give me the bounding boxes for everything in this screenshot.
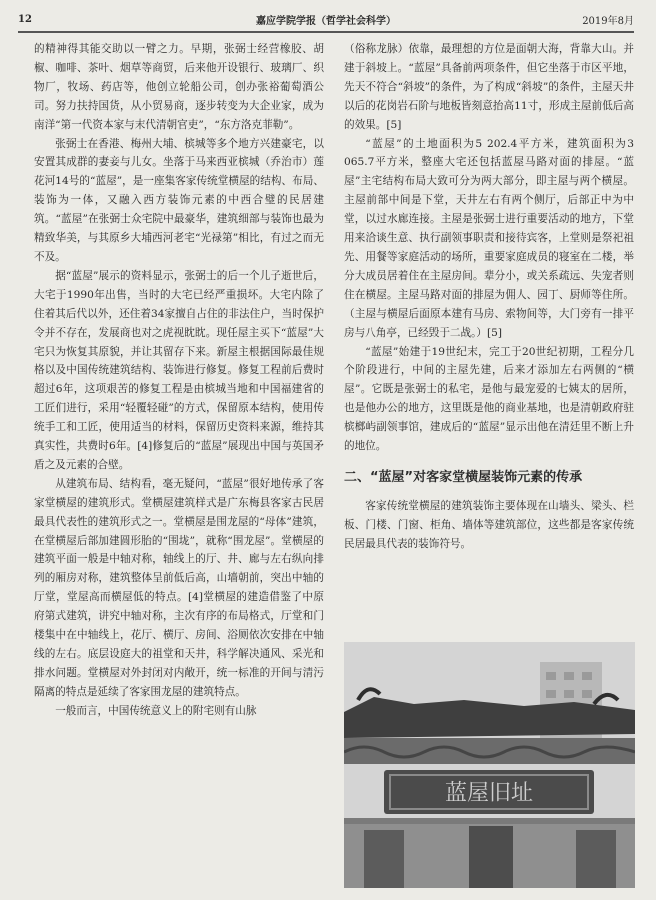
- carved-eaves: [344, 738, 635, 764]
- paragraph: 据“蓝屋”展示的资料显示，张弼士的后一个儿子逝世后，大宅于1990年出售，当时的大宅已经严重损坏。大宅内除了住着其后代以外，还住着34家擅自占住的非法住户，当时保护令并不存在，发展商也对之虎视眈眈。现任屋主买下“蓝屋”大宅只为恢复其原貌，并让其留存下来。新屋主根据国际最佳规格以及中国传统建筑结构、装饰进行修复。修复工程前后费时超过6年，这项艰苦的修复工程是由槟城当地和中国福建省的工匠们进行，采用“轻覆轻碰”的方式，保留原本结构，使用传统手工和工匠，使用适当的材料，保留历史资料来源，维持其真实性，共费时6年。[4]修复后的“蓝屋”展现出中国与英国矛盾之及元素的合壁。: [34, 269, 324, 471]
- page-number: 12: [18, 14, 32, 25]
- paragraph: 客家传统堂横屋的建筑装饰主要体现在山墙头、梁头、栏板、门楼、门窗、柜角、墙体等建筑部位，这些都是客家传统民居最具代表的装饰符号。: [344, 499, 634, 550]
- paragraph: 一般而言，中国传统意义上的附宅则有山脉: [55, 704, 257, 717]
- paragraph: 的精神得其能交助以一臂之力。早期，张弼士经营橡胶、胡椒、咖啡、茶叶、烟草等商贸，后来他开设银行、玻璃厂、织物厂，牧场、药店等，他创立轮船公司，创办张裕葡萄酒公司。努力扶持国货，从小贸易商，逐步转变为大企业家，成为南洋“第一代资本家与末代清朝官吏”，“东方洛克菲勒”。: [34, 43, 324, 131]
- photo-graphic: [344, 642, 635, 888]
- plaque-text: 蓝屋旧址: [444, 781, 534, 806]
- left-column: [34, 40, 324, 721]
- issue-date: 2019年8月: [582, 16, 634, 27]
- section-heading: 二、“蓝屋”对客家堂横屋装饰元素的传承: [344, 469, 583, 485]
- main-door: [469, 826, 513, 888]
- paragraph: （俗称龙脉）依靠，最理想的方位是面朝大海，背靠大山。并建于斜坡上。“蓝屋”具备前两项条件，但它坐落于市区平地，先天不符合“斜坡”的条件，为了构成“斜坡”的条件，主屋天井以后的花岗岩石阶与地板皆刻意抬高11寸，形成主屋前低后高的效果。[5]: [344, 43, 634, 131]
- paragraph: 张弼士在香港、梅州大埔、槟城等多个地方兴建豪宅，以安置其成群的妻妾与儿女。坐落于马来西亚槟城（乔治市）莲花河14号的“蓝屋”，是一座集客家传统堂横屋的结构、布局、装饰为一体，又融入西方装饰元素的中西合璧的民居建筑。“蓝屋”在张弼士众宅院中最豪华，建筑细部与装饰也最为精致华美，与其原乡大埔西河老宅“光禄第”相比，有过之而无不及。: [34, 137, 324, 263]
- running-header: [18, 12, 634, 30]
- paragraph: “蓝屋”的土地面积为5 202.4平方米，建筑面积为3 065.7平方米，整座大宅还包括蓝屋马路对面的排屋。“蓝屋”主宅结构布局大致可分为两大部分，即主屋与两个横屋。主屋前部中间是下堂，天井左右有两个侧厅，后部正中为中堂，以过水廊连接。主屋是张弼士进行重要活动的地方，下堂用来洽谈生意、执行副领事职责和接待宾客，上堂则是祭祀祖先、用餐等家庭活动的场所，重要家庭成员的寝室在二楼，举分大成员居着住在主屋房间。辈分小，或关系疏远、失宠者则住在横屋。主屋马路对面的排屋为佣人、园丁、厨师等住所。（主屋与横屋后面原本建有马房、索物间等，大门旁有一排平房与八角亭，已经毁于二战。）[5]: [344, 137, 634, 339]
- blue-mansion-photo: [344, 642, 635, 888]
- journal-title: 嘉应学院学报（哲学社会科学）: [256, 16, 396, 27]
- paragraph: “蓝屋”始建于19世纪末，完工于20世纪初期，工程分几个阶段进行，中间的主屋先建，后来才添加左右两侧的“横屋”。它既是张弼士的私宅，是他与最宠爱的七姨太的居所，也是他办公的地方，这里既是他的商业基地，也是清朝政府驻槟榔屿副领事馆，建成后的“蓝屋”显示出他在清廷里不断上升的地位。: [344, 345, 634, 453]
- paragraph: 从建筑布局、结构看，毫无疑问，“蓝屋”很好地传承了客家堂横屋的建筑形式。堂横屋建筑样式是广东梅县客家古民居最具代表性的建筑形式之一。堂横屋是围龙屋的“母体”建筑，在堂横屋后部加建圆形胎的“围垅”，就称“围龙屋”。堂横屋的建筑平面一般是中轴对称，轴线上的厅、井、廊与左右纵向排列的厢房对称，建筑整体呈前低后高，山墙朝前，突出中轴的厅堂，堂屋高而横屋低的特点。[4]堂横屋的建造借鉴了中原府第式建筑，讲究中轴对称，主次有序的布局格式，厅堂和门楼集中在中轴线上，花厅、横厅、房间、浴厕依次安排在中轴线的左右。底层设庭大的祖堂和天井，科学解决通风、采光和排水问题。堂横屋对外封闭对内敞开，统一标准的开间与清污隔离的特点是延续了客家围龙屋的建筑特点。: [34, 477, 324, 698]
- right-column: [344, 40, 634, 554]
- header-rule: [18, 31, 634, 33]
